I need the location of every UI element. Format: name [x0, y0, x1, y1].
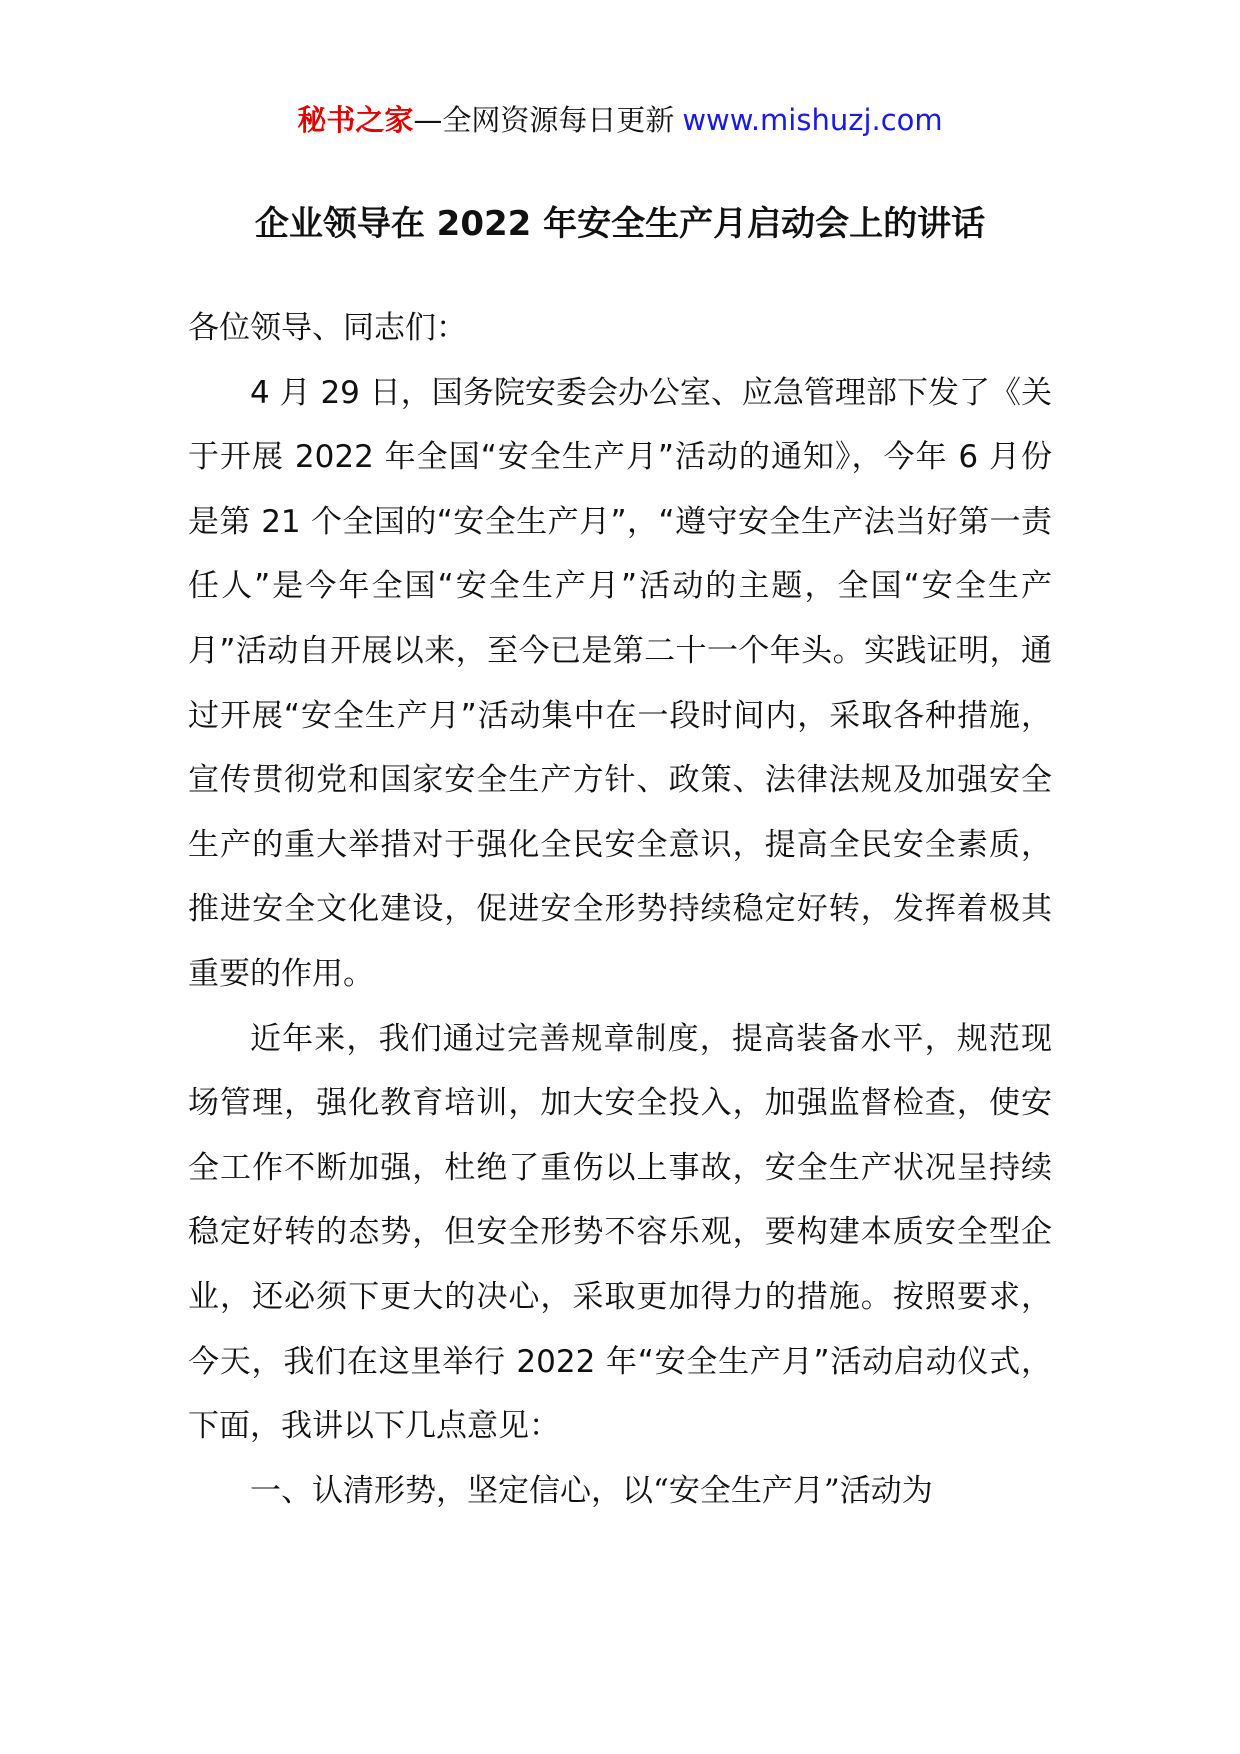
site-url-link[interactable]: www.mishuzj.com: [682, 103, 943, 137]
paragraph: 近年来，我们通过完善规章制度，提高装备水平，规范现场管理，强化教育培训，加大安全投入，加强监督检查，使安全工作不断加强，杜绝了重伤以上事故，安全生产状况呈持续稳定好转的态势，但安全形势不容乐观，要构建本质安全型企业，还必须下更大的决心，采取更加得力的措施。按照要求，今天，我们在这里举行 2022 年“安全生产月”活动启动仪式，下面，我讲以下几点意见：: [188, 1020, 1052, 1445]
site-brand: 秘书之家: [297, 103, 414, 137]
site-slogan: —全网资源每日更新: [413, 103, 675, 137]
paragraph: 4 月 29 日，国务院安委会办公室、应急管理部下发了《关于开展 2022 年全国“安全生产月”活动的通知》，今年 6 月份是第 21 个全国的“安全生产月”，“遵守安全生产法当好第一责任人”是今年全国“安全生产月”活动的主题，全国“安全生产月”活动自开展以来，至今已是第二十一个年头。实践证明，通过开展“安全生产月”活动集中在一段时间内，采取各种措施，宣传贯彻党和国家安全生产方针、政策、法律法规及加强安全生产的重大举措对于强化全民安全意识，提高全民安全素质，推进安全文化建设，促进安全形势持续稳定好转，发挥着极其重要的作用。: [188, 374, 1052, 992]
document-body: [188, 296, 1052, 1523]
greeting: 各位领导、同志们：: [188, 310, 467, 346]
document-title: 企业领导在 2022 年安全生产月启动会上的讲话: [254, 204, 986, 244]
section-heading: 一、认清形势，坚定信心，以“安全生产月”活动为: [250, 1472, 933, 1509]
site-header: [0, 100, 1240, 140]
